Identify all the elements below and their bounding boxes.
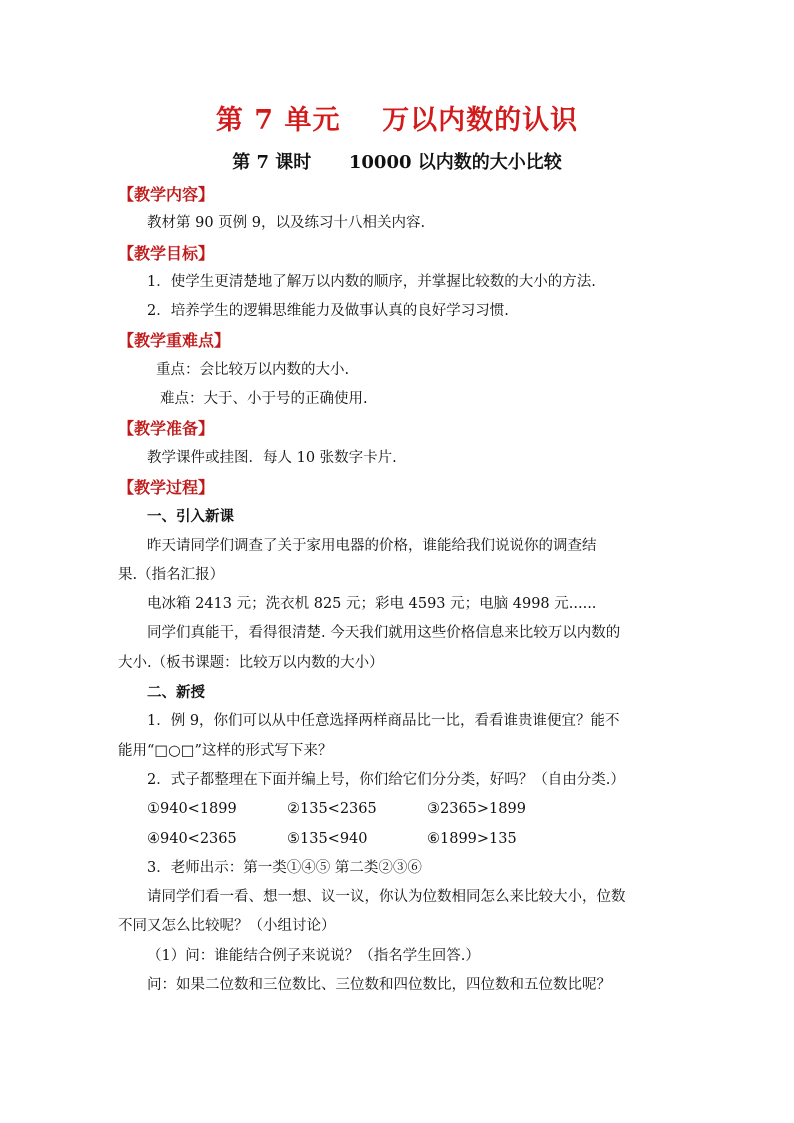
paragraph-line: 大小.（板书课题：比较万以内数的大小） bbox=[118, 654, 384, 671]
paragraph-line: 2．式子都整理在下面并编上号，你们给它们分分类，好吗？（自由分类.） bbox=[147, 771, 625, 788]
equation: ①940<1899 bbox=[147, 801, 237, 818]
goal-item: 1．使学生更清楚地了解万以内数的顺序，并掌握比较数的大小的方法. bbox=[147, 273, 596, 290]
part2-title: 二、新授 bbox=[147, 684, 205, 702]
equation: ⑥1899>135 bbox=[427, 830, 517, 847]
section-heading-prep: 【教学准备】 bbox=[118, 419, 215, 439]
section-heading-content: 【教学内容】 bbox=[118, 185, 215, 204]
equation-row bbox=[118, 825, 683, 854]
paragraph-line: （1）问：谁能结合例子来说说？（指名学生回答.） bbox=[147, 947, 480, 964]
equation: ⑤135<940 bbox=[287, 830, 368, 847]
goal-item: 2．培养学生的逻辑思维能力及做事认真的良好学习习惯. bbox=[147, 303, 509, 320]
difficult-point: 难点：大于、小于号的正确使用. bbox=[160, 391, 368, 408]
paragraph-line: 能用“□○□”这样的形式写下来？ bbox=[118, 742, 333, 759]
prep-text: 教学课件或挂图．每人 10 张数字卡片. bbox=[147, 449, 397, 466]
paragraph-line: 1．例 9，你们可以从中任意选择两样商品比一比，看看谁贵谁便宜？能不 bbox=[147, 713, 620, 730]
paragraph-line: 同学们真能干，看得很清楚. 今天我们就用这些价格信息来比较万以内数的 bbox=[147, 625, 621, 642]
section-heading-key-points: 【教学重难点】 bbox=[118, 331, 231, 351]
paragraph-line: 3．老师出示：第一类①④⑤ 第二类②③⑥ bbox=[147, 859, 422, 876]
prices-line: 电冰箱 2413 元；洗衣机 825 元；彩电 4593 元；电脑 4998 元...... bbox=[147, 596, 597, 613]
part1-title: 一、引入新课 bbox=[147, 508, 234, 526]
lesson-subtitle: 第 7 课时 10000 以内数的大小比较 bbox=[232, 152, 562, 173]
key-point: 重点：会比较万以内数的大小. bbox=[156, 361, 350, 378]
paragraph-line: 昨天请同学们调查了关于家用电器的价格，谁能给我们说说你的调查结 bbox=[147, 537, 597, 554]
equation-row bbox=[118, 795, 683, 824]
paragraph-line: 不同又怎么比较呢？（小组讨论） bbox=[118, 918, 336, 935]
section-heading-goals: 【教学目标】 bbox=[118, 243, 215, 263]
document-body bbox=[118, 180, 683, 1000]
equation: ②135<2365 bbox=[287, 801, 377, 818]
equation: ③2365>1899 bbox=[427, 801, 526, 818]
section-heading-process: 【教学过程】 bbox=[118, 477, 215, 497]
equation: ④940<2365 bbox=[147, 830, 237, 847]
unit-title: 第 7 单元 万以内数的认识 bbox=[215, 105, 579, 136]
content-text: 教材第 90 页例 9，以及练习十八相关内容. bbox=[147, 215, 426, 232]
paragraph-line: 问：如果二位数和三位数比、三位数和四位数比，四位数和五位数比呢？ bbox=[147, 977, 611, 994]
paragraph-line: 果.（指名汇报） bbox=[118, 566, 225, 583]
paragraph-line: 请同学们看一看、想一想、议一议，你认为位数相同怎么来比较大小，位数 bbox=[147, 889, 626, 906]
